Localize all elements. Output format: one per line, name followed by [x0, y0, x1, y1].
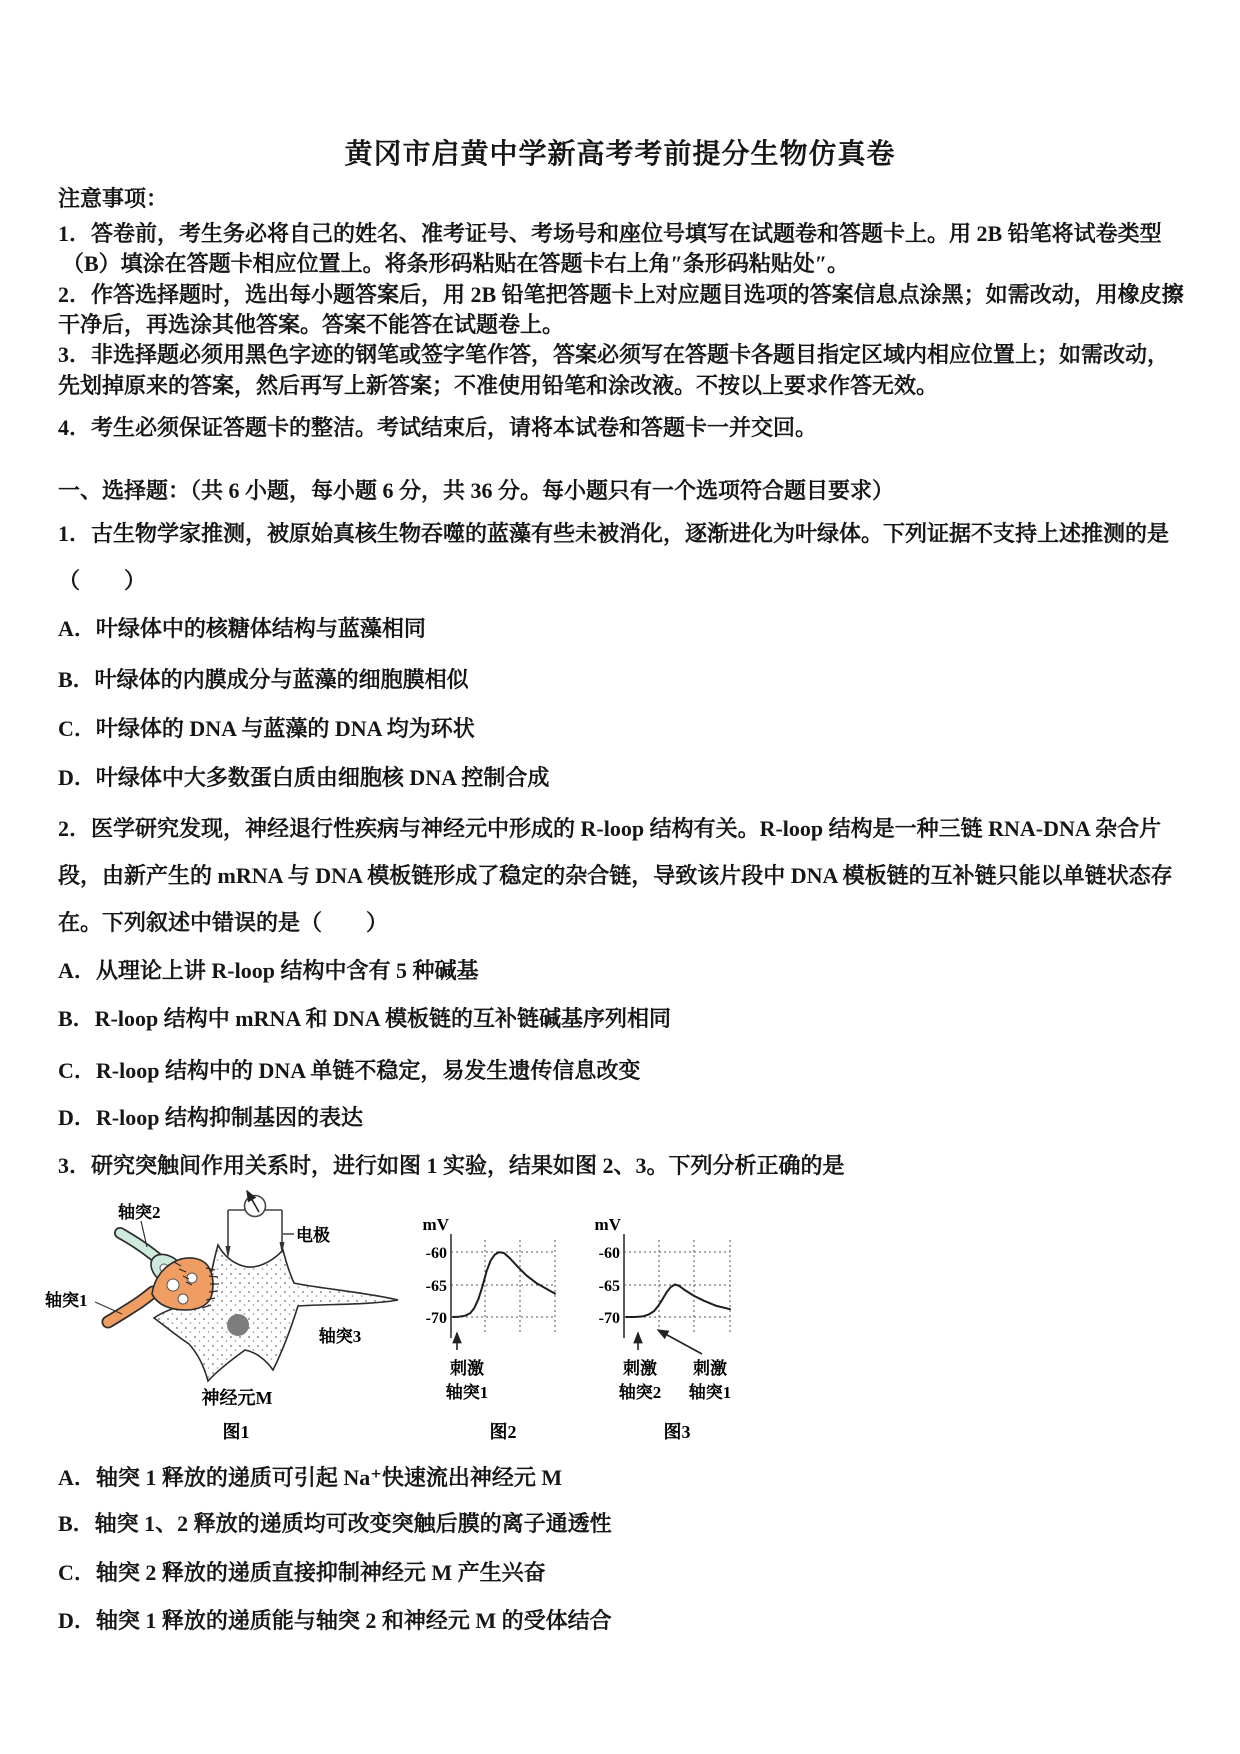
q1-option-c: C．叶绿体的 DNA 与蓝藻的 DNA 均为环状	[58, 716, 475, 741]
fig2-tick--65: -65	[425, 1278, 447, 1295]
notice-line-3b: 先划掉原来的答案，然后再写上新答案；不准使用铅笔和涂改液。不按以上要求作答无效。	[58, 373, 939, 398]
question3-figure	[40, 1190, 760, 1450]
axon3-label: 轴突3	[318, 1327, 362, 1346]
fig3-stim-b-label-line1: 刺激	[693, 1359, 727, 1378]
q3-stem: 3．研究突触间作用关系时，进行如图 1 实验，结果如图 2、3。下列分析正确的是	[58, 1153, 845, 1178]
fig3-stimulus2-arrow	[658, 1330, 702, 1354]
q1-stem-brackets: （ ）	[58, 568, 147, 593]
notice-line-1b: （B）填涂在答题卡相应位置上。将条形码粘贴在答题卡右上角″条形码粘贴处″。	[62, 251, 849, 276]
q2-stem-line2: 段，由新产生的 mRNA 与 DNA 模板链形成了稳定的杂合链，导致该片段中 DNA 模板链的互补链只能以单链状态存	[58, 863, 1173, 888]
notice-line-2a: 2．作答选择题时，选出每小题答案后，用 2B 铅笔把答题卡上对应题目选项的答案信息点涂黑；如需改动，用橡皮擦	[58, 282, 1184, 307]
fig2-potential-curve	[453, 1252, 555, 1317]
axon1-vesicle	[178, 1294, 188, 1304]
fig3-potential-curve	[626, 1285, 730, 1318]
notice-heading: 注意事项：	[58, 186, 169, 211]
q2-option-a: A．从理论上讲 R-loop 结构中含有 5 种碱基	[58, 958, 479, 983]
fig2-chart	[423, 1215, 555, 1442]
fig3-unit-label: mV	[594, 1215, 621, 1234]
fig3-stim-b-label-line2: 轴突1	[688, 1383, 732, 1402]
q3-option-d: D．轴突 1 释放的递质能与轴突 2 和神经元 M 的受体结合	[58, 1608, 612, 1633]
notice-line-2b: 干净后，再选涂其他答案。答案不能答在试题卷上。	[58, 312, 565, 337]
q2-option-c: C．R-loop 结构中的 DNA 单链不稳定，易发生遗传信息改变	[58, 1058, 641, 1083]
fig2-caption: 图2	[489, 1422, 517, 1442]
fig2-unit-label: mV	[422, 1215, 449, 1234]
notice-line-4: 4．考生必须保证答题卡的整洁。考试结束后，请将本试卷和答题卡一并交回。	[58, 415, 818, 440]
q1-option-d: D．叶绿体中大多数蛋白质由细胞核 DNA 控制合成	[58, 765, 550, 790]
fig3-tick--65: -65	[598, 1278, 620, 1295]
axon2-label: 轴突2	[118, 1203, 161, 1222]
axon1-vesicle	[187, 1273, 197, 1283]
q3-option-a: A．轴突 1 释放的递质可引起 Na⁺快速流出神经元 M	[58, 1465, 563, 1490]
neuron-diagram	[45, 1191, 398, 1442]
q1-option-b: B．叶绿体的内膜成分与蓝藻的细胞膜相似	[58, 667, 469, 692]
fig3-caption: 图3	[663, 1422, 691, 1442]
q2-stem-line3: 在。下列叙述中错误的是（ ）	[58, 910, 389, 935]
section-heading: 一、选择题：（共 6 小题，每小题 6 分，共 36 分。每小题只有一个选项符合题目要求）	[58, 478, 895, 503]
fig2-tick--60: -60	[425, 1245, 447, 1262]
q1-option-a: A．叶绿体中的核糖体结构与蓝藻相同	[58, 616, 426, 641]
axon1-fiber	[108, 1292, 153, 1322]
neuron-nucleus	[227, 1314, 249, 1336]
notice-line-3a: 3．非选择题必须用黑色字迹的钢笔或签字笔作答，答案必须写在答题卡各题目指定区域内相应位置上；如需改动，	[58, 342, 1170, 367]
axon1-vesicle	[167, 1279, 179, 1291]
electrode-label: 电极	[296, 1226, 330, 1245]
fig3-stim-a-label-line1: 刺激	[623, 1359, 657, 1378]
q3-option-c: C．轴突 2 释放的递质直接抑制神经元 M 产生兴奋	[58, 1560, 546, 1585]
q1-stem: 1．古生物学家推测，被原始真核生物吞噬的蓝藻有些未被消化，逐渐进化为叶绿体。下列证据不支持上述推测的是	[58, 521, 1170, 546]
fig3-tick--70: -70	[598, 1310, 620, 1327]
q2-option-d: D．R-loop 结构抑制基因的表达	[58, 1105, 363, 1130]
fig2-stim-label-line2: 轴突1	[445, 1383, 489, 1402]
fig2-tick--70: -70	[425, 1310, 447, 1327]
q3-option-b: B．轴突 1、2 释放的递质均可改变突触后膜的离子通透性	[58, 1511, 612, 1536]
fig2-stim-label-line1: 刺激	[450, 1359, 484, 1378]
fig3-chart	[595, 1215, 732, 1442]
axon1-pointer-line	[95, 1302, 122, 1314]
q2-stem-line1: 2．医学研究发现，神经退行性疾病与神经元中形成的 R-loop 结构有关。R-loop 结构是一种三链 RNA-DNA 杂合片	[58, 816, 1162, 841]
notice-line-1a: 1．答卷前，考生务必将自己的姓名、准考证号、考场号和座位号填写在试题卷和答题卡上。用 2B 铅笔将试卷类型	[58, 221, 1162, 246]
fig1-caption: 图1	[222, 1422, 250, 1442]
axon1-label: 轴突1	[45, 1291, 88, 1310]
q2-option-b: B．R-loop 结构中 mRNA 和 DNA 模板链的互补链碱基序列相同	[58, 1006, 671, 1031]
fig3-tick--60: -60	[598, 1245, 620, 1262]
neuron-m-label: 神经元M	[201, 1388, 273, 1408]
page-title: 黄冈市启黄中学新高考考前提分生物仿真卷	[344, 138, 896, 169]
fig3-stim-a-label-line2: 轴突2	[618, 1383, 662, 1402]
